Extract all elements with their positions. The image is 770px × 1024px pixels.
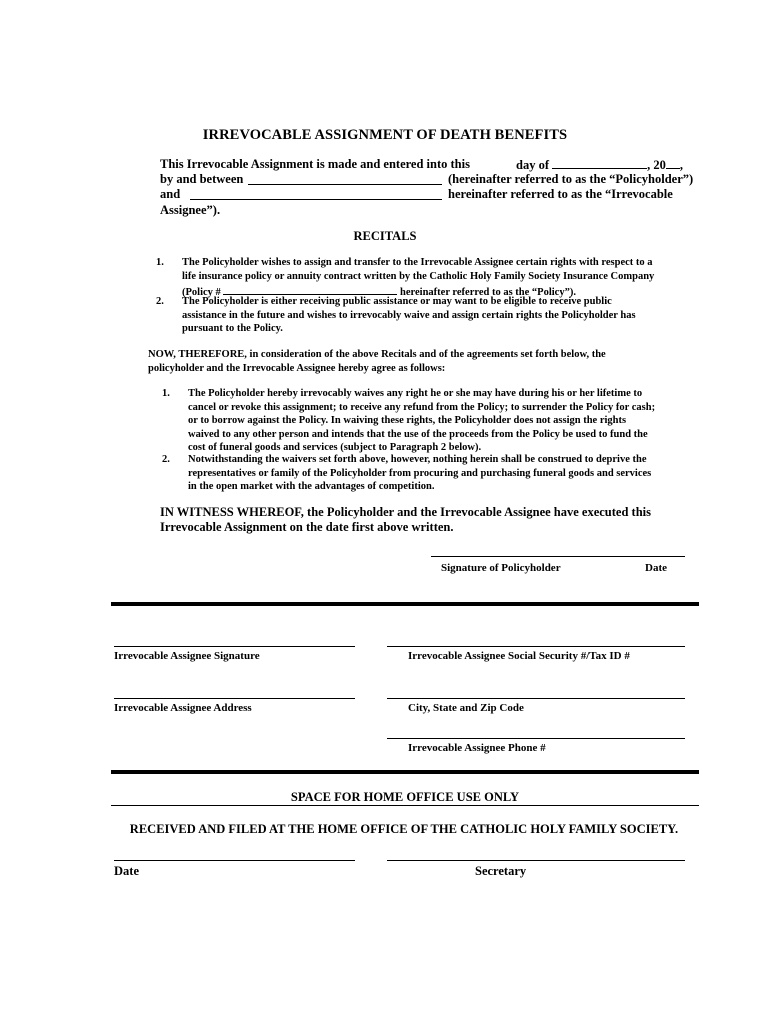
policyholder-ref: (hereinafter referred to as the “Policyholder”) <box>448 172 694 186</box>
city-state-zip-label: City, State and Zip Code <box>408 702 524 714</box>
secretary-line[interactable] <box>387 860 685 861</box>
intro-line-4: Assignee”). <box>160 203 221 217</box>
agreement-1-line: cost of funeral goods and services (subject to Paragraph 2 below). <box>188 442 482 453</box>
recital-2-line: The Policyholder is either receiving public assistance or may want to be eligible to receive public <box>182 296 612 307</box>
city-state-zip-line[interactable] <box>387 698 685 699</box>
document-title: IRREVOCABLE ASSIGNMENT OF DEATH BENEFITS <box>202 127 568 143</box>
agreement-1-number: 1. <box>162 388 170 399</box>
agreement-1-line: cancel or revoke this assignment; to receive any refund from the Policy; to surrender the Policy for cash; <box>188 401 656 413</box>
recital-2-number: 2. <box>156 296 164 307</box>
year-prefix: , 20 <box>647 158 666 172</box>
assignee-ref: hereinafter referred to as the “Irrevocable <box>448 187 673 201</box>
intro-text: This Irrevocable Assignment is made and entered into this <box>160 157 470 171</box>
assignee-signature-line[interactable] <box>114 646 355 647</box>
recital-2-line: pursuant to the Policy. <box>182 323 283 334</box>
recital-1-number: 1. <box>156 257 164 268</box>
agreement-2-number: 2. <box>162 454 170 465</box>
policy-number-blank[interactable] <box>223 283 397 295</box>
recital-2 <box>182 295 702 336</box>
assignee-name-blank[interactable] <box>190 199 442 200</box>
policyholder-signature-line[interactable] <box>431 556 685 557</box>
policyholder-name-blank[interactable] <box>248 184 442 185</box>
policy-ref: hereinafter referred to as the “Policy”). <box>400 287 576 298</box>
assignee-signature-label: Irrevocable Assignee Signature <box>114 650 260 662</box>
office-date-label: Date <box>114 864 139 878</box>
assignee-phone-line[interactable] <box>387 738 685 739</box>
by-and-between-label: by and between <box>160 172 244 186</box>
intro-line-1 <box>160 157 470 172</box>
therefore-line: NOW, THEREFORE, in consideration of the above Recitals and of the agreements set forth below, the <box>148 349 606 360</box>
day-of-label: day of <box>516 158 549 172</box>
intro-and: and <box>160 187 181 201</box>
home-office-heading: SPACE FOR HOME OFFICE USE ONLY <box>290 790 520 804</box>
received-and-filed: RECEIVED AND FILED AT THE HOME OFFICE OF THE CATHOLIC HOLY FAMILY SOCIETY. <box>129 822 679 836</box>
assignee-address-label: Irrevocable Assignee Address <box>114 702 252 714</box>
recital-1 <box>182 256 702 300</box>
assignee-ssn-line[interactable] <box>387 646 685 647</box>
policyholder-signature-label: Signature of Policyholder <box>441 562 561 574</box>
home-office-divider <box>111 805 699 806</box>
intro-line-2 <box>160 172 243 187</box>
witness-line: IN WITNESS WHEREOF, the Policyholder and the Irrevocable Assignee have executed this <box>160 505 652 519</box>
assignee-address-line[interactable] <box>114 698 355 699</box>
section-divider <box>111 770 699 774</box>
intro-day-of <box>516 157 683 173</box>
therefore-line: policyholder and the Irrevocable Assignee hereby agree as follows: <box>148 362 446 374</box>
secretary-label: Secretary <box>475 864 527 878</box>
agreement-2 <box>188 453 708 494</box>
assignee-phone-label: Irrevocable Assignee Phone # <box>408 742 546 754</box>
agreement-2-line: in the open market with the advantages of competition. <box>188 481 435 492</box>
policy-number-label: (Policy # <box>182 287 221 298</box>
agreement-1 <box>188 387 708 455</box>
section-divider <box>111 602 699 606</box>
agreement-1-line: or to borrow against the Policy. In waiving these rights, the Policyholder does not assign the rights <box>188 415 627 426</box>
office-date-line[interactable] <box>114 860 355 861</box>
policyholder-date-label: Date <box>645 562 667 574</box>
assignee-ssn-label: Irrevocable Assignee Social Security #/Tax ID # <box>408 650 630 662</box>
recital-2-line: assistance in the future and wishes to irrevocably waive and assign certain rights the Policyholder has <box>182 309 636 321</box>
recital-1-line: The Policyholder wishes to assign and transfer to the Irrevocable Assignee certain rights with respect to a <box>182 257 653 268</box>
comma: , <box>679 158 683 172</box>
recital-1-line: life insurance policy or annuity contract written by the Catholic Holy Family Society Insurance Company <box>182 270 655 282</box>
agreement-2-line: representatives or family of the Policyholder from procuring and purchasing funeral goods and services <box>188 467 652 479</box>
witness-clause <box>160 505 700 535</box>
month-blank[interactable] <box>552 157 647 169</box>
agreement-2-line: Notwithstanding the waivers set forth above, however, nothing herein shall be construed to deprive the <box>188 454 647 465</box>
witness-line: Irrevocable Assignment on the date first above written. <box>160 520 454 534</box>
recitals-heading: RECITALS <box>353 229 417 243</box>
agreement-1-line: waived to any other person and intends that the use of the proceeds from the Policy be used to fund the <box>188 428 648 440</box>
agreement-1-line: The Policyholder hereby irrevocably waives any right he or she may have during his or her lifetime to <box>188 388 643 399</box>
year-blank[interactable] <box>666 157 680 169</box>
now-therefore <box>148 348 708 375</box>
